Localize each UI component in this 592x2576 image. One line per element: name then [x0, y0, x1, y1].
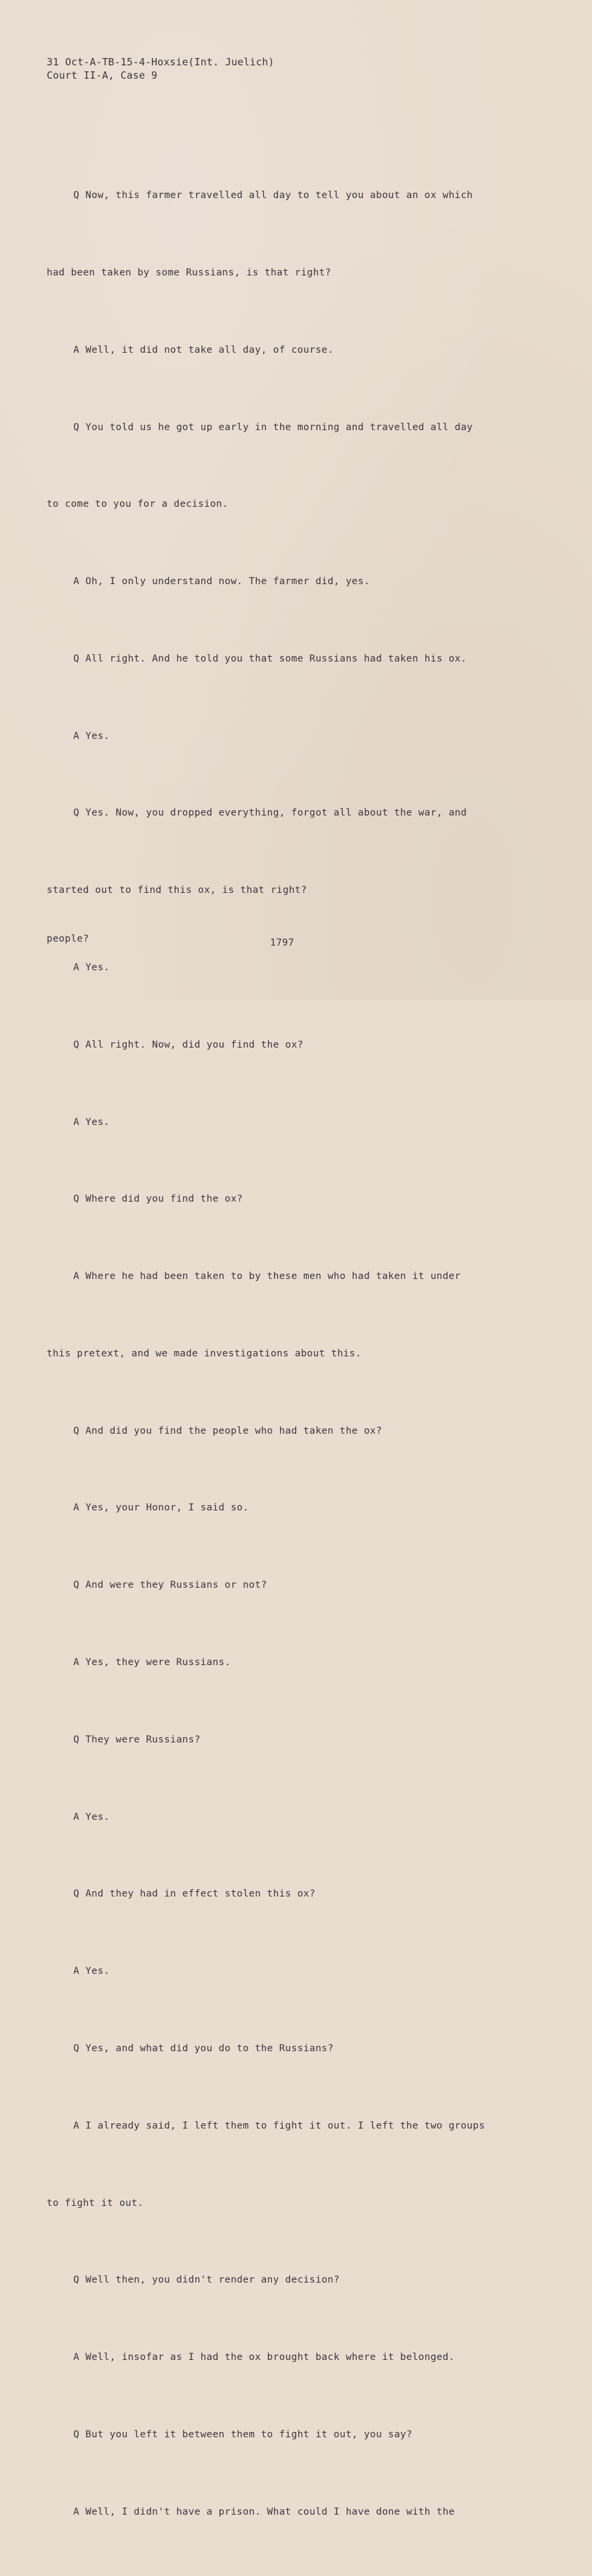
- page-number: 1797: [270, 938, 295, 948]
- transcript-line: A Well, insofar as I had the ox brought back where it belonged.: [73, 2352, 455, 2363]
- transcript-line: Q Yes. Now, you dropped everything, forgot all about the war, and: [73, 808, 467, 819]
- transcript-line: Q Well then, you didn't render any decision?: [73, 2275, 340, 2286]
- transcript-line: A Well, I didn't have a prison. What could I have done with the: [73, 2506, 455, 2517]
- continuation-text: people?: [47, 934, 89, 944]
- transcript-line: Q You told us he got up early in the morning and travelled all day: [73, 421, 473, 433]
- transcript-line: A Yes, your Honor, I said so.: [73, 1502, 249, 1514]
- document-header: [47, 55, 275, 82]
- transcript-body: [47, 131, 527, 2576]
- transcript-line: A Yes.: [73, 730, 110, 742]
- header-reference-line: 31 Oct-A-TB-15-4-Hoxsie(Int. Juelich): [47, 56, 275, 68]
- transcript-line: had been taken by some Russians, is that right?: [47, 267, 331, 278]
- transcript-line: A Yes.: [73, 1811, 110, 1822]
- transcript-line: A Well, it did not take all day, of course.: [73, 344, 334, 355]
- transcript-line: to fight it out.: [47, 2197, 144, 2209]
- transcript-line: Q And were they Russians or not?: [73, 1580, 267, 1591]
- transcript-line: Q Now, this farmer travelled all day to tell you about an ox which: [73, 190, 473, 201]
- transcript-line: Q But you left it between them to fight it out, you say?: [73, 2429, 413, 2440]
- transcript-line: this pretext, and we made investigations about this.: [47, 1348, 362, 1359]
- transcript-line: Q All right. And he told you that some Russians had taken his ox.: [73, 653, 467, 664]
- transcript-line: Q All right. Now, did you find the ox?: [73, 1039, 304, 1050]
- transcript-line: A Where he had been taken to by these men who had taken it under: [73, 1271, 461, 1282]
- transcript-line: to come to you for a decision.: [47, 499, 229, 510]
- transcript-line: A Yes.: [73, 1116, 110, 1128]
- transcript-line: Q And did you find the people who had taken the ox?: [73, 1425, 383, 1436]
- transcript-line: Q They were Russians?: [73, 1734, 201, 1745]
- transcript-line: Q Where did you find the ox?: [73, 1194, 243, 1205]
- header-court-line: Court II-A, Case 9: [47, 69, 158, 81]
- transcript-line: A Yes.: [73, 1966, 110, 1977]
- transcript-line: A Oh, I only understand now. The farmer did, yes.: [73, 576, 370, 587]
- transcript-line: started out to find this ox, is that right?: [47, 885, 307, 896]
- transcript-line: A Yes.: [73, 962, 110, 973]
- transcript-line: Q And they had in effect stolen this ox?: [73, 1888, 316, 1900]
- transcript-line: A Yes, they were Russians.: [73, 1657, 231, 1668]
- transcript-line: A I already said, I left them to fight it out. I left the two groups: [73, 2120, 485, 2131]
- transcript-line: Q Yes, and what did you do to the Russians?: [73, 2043, 334, 2054]
